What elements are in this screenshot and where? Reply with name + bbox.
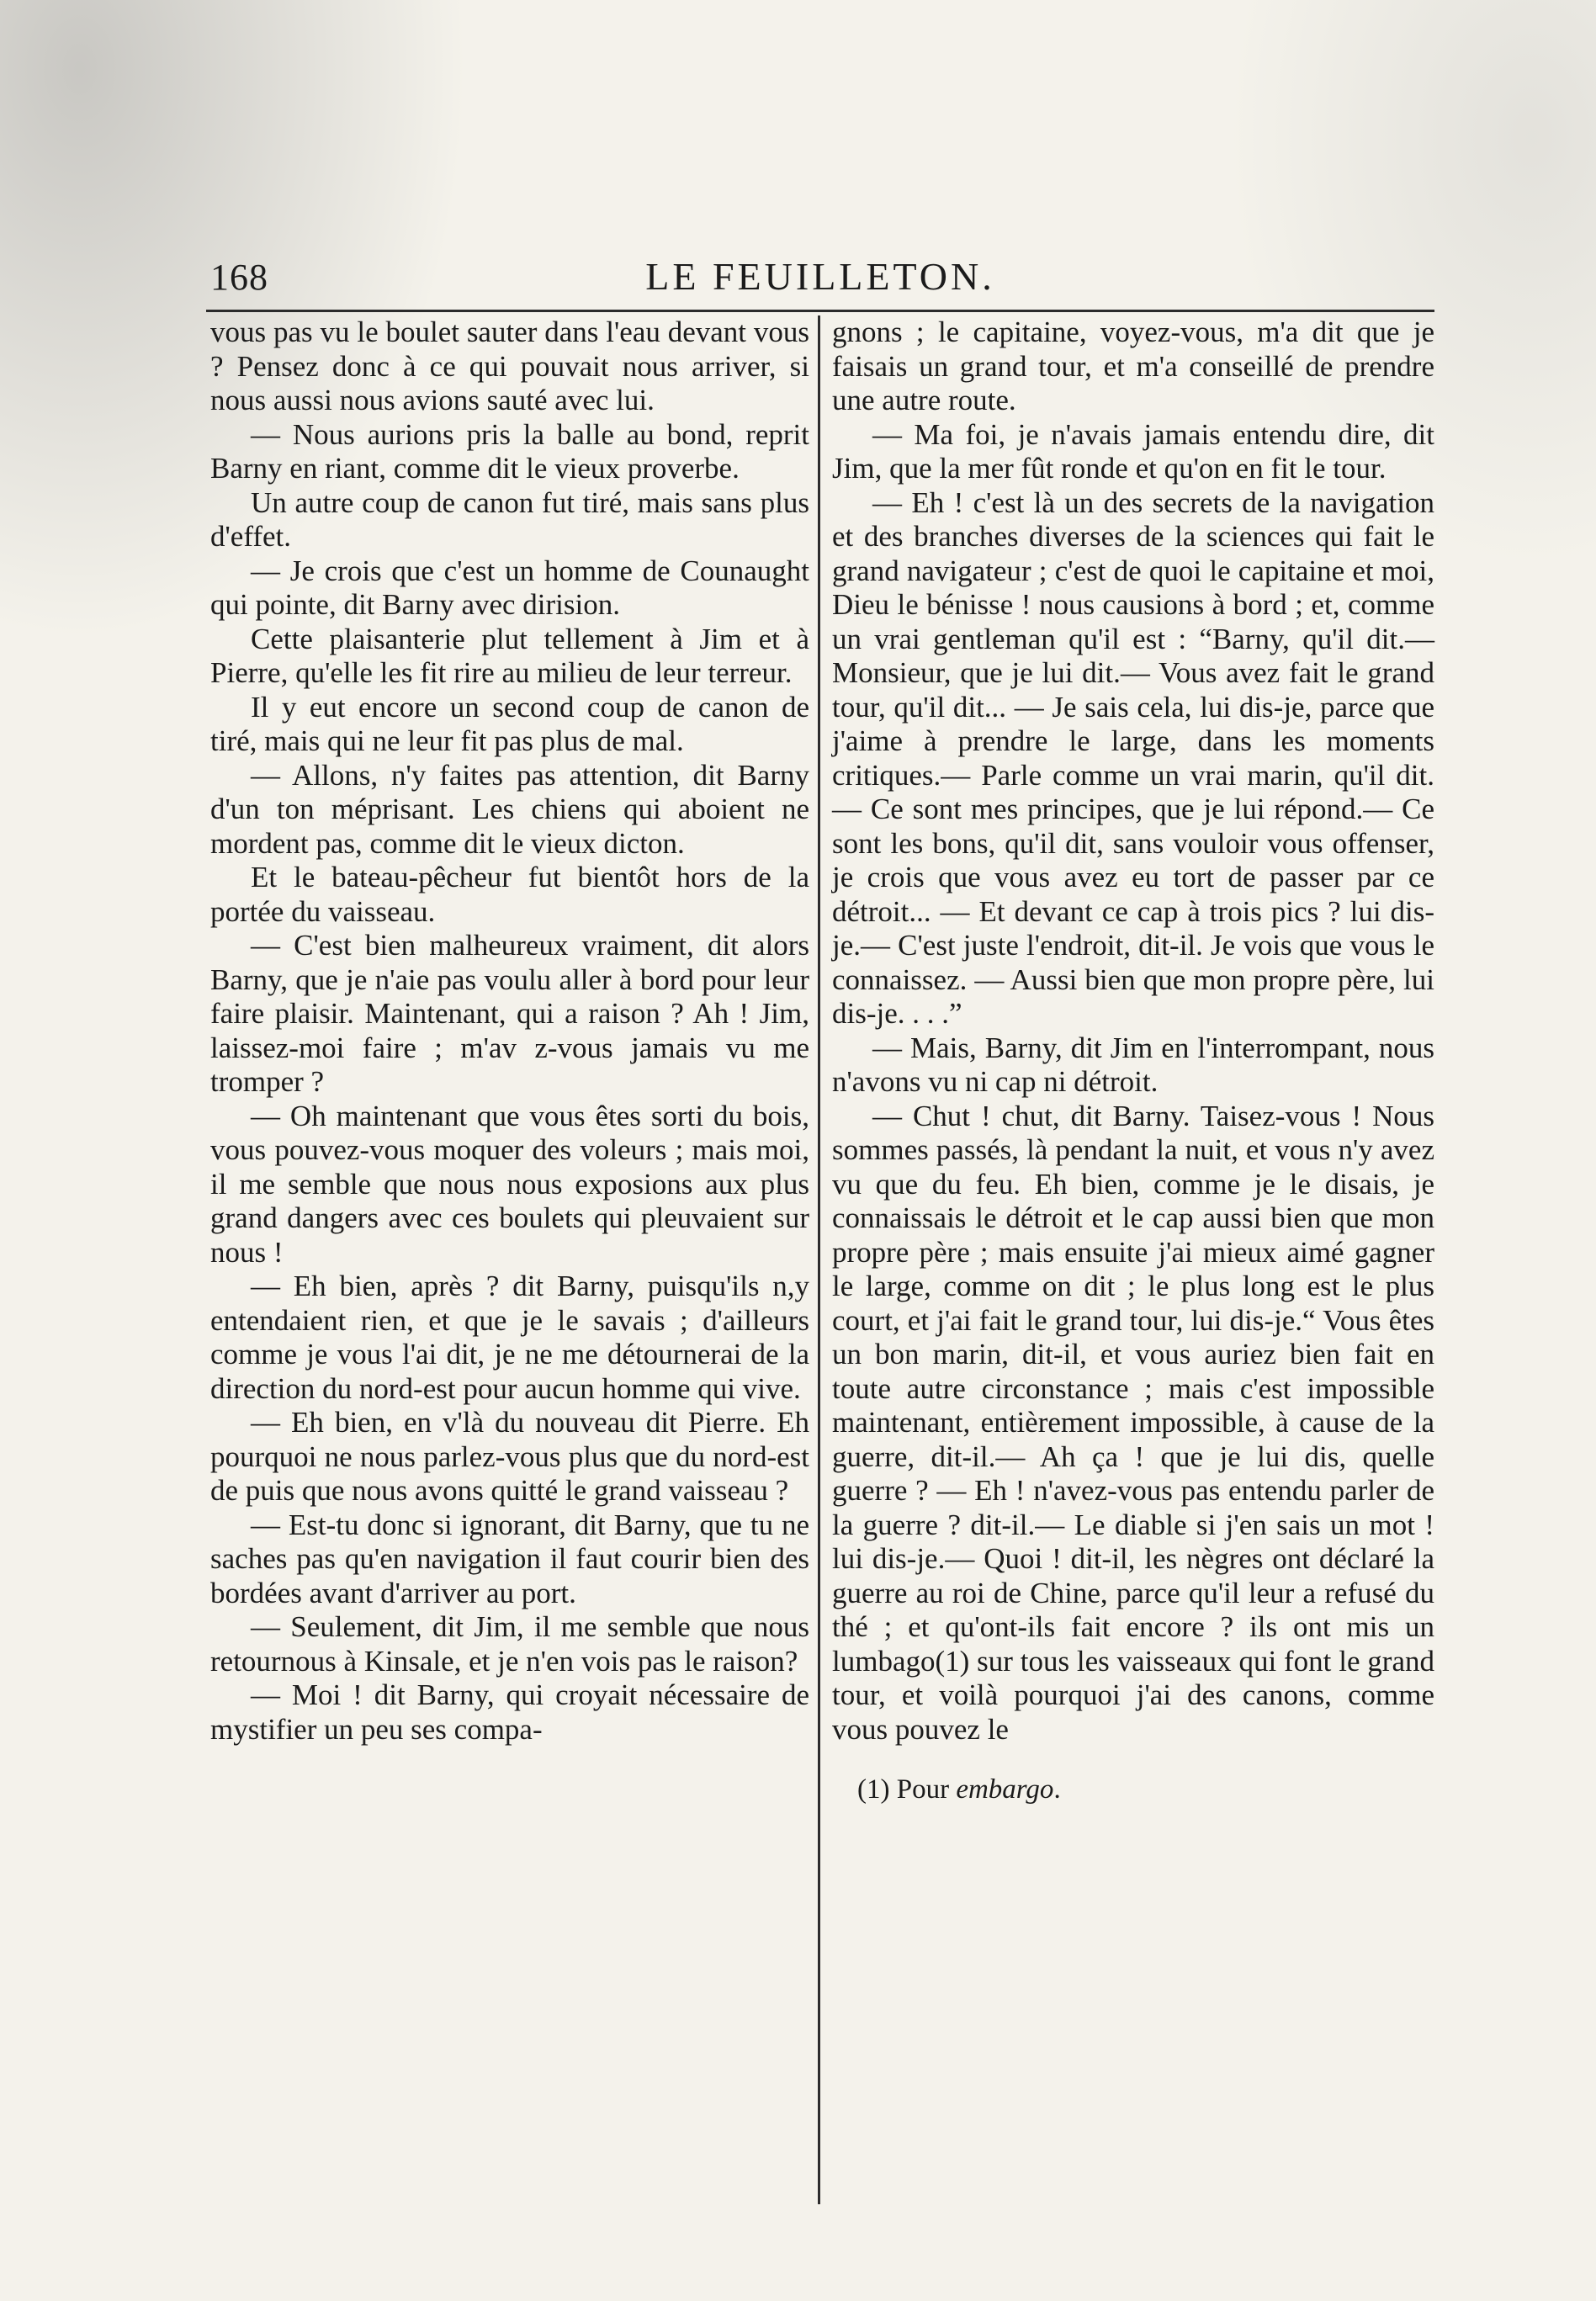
paragraph: Il y eut encore un second coup de canon de tiré, mais qui ne leur fit pas plus de mal. [210, 690, 809, 757]
paragraph: — Moi ! dit Barny, qui croyait nécessaire de mystifier un peu ses compa- [210, 1678, 809, 1746]
footnote-end: . [1053, 1774, 1061, 1805]
left-column [210, 315, 818, 2234]
paragraph: vous pas vu le boulet sauter dans l'eau devant vous ? Pensez donc à ce qui pouvait nous arriver, si nous aussi nous avions sauté avec lui. [210, 315, 809, 416]
paragraph: — Nous aurions pris la balle au bond, reprit Barny en riant, comme dit le vieux proverbe. [210, 417, 809, 485]
paragraph: Un autre coup de canon fut tiré, mais sans plus d'effet. [210, 485, 809, 553]
paragraph: — Chut ! chut, dit Barny. Taisez-vous ! Nous sommes passés, là pendant la nuit, et vous n'y avez vu que du feu. Eh bien, comme je le disais, je connaissais le détroit et le cap aussi bien que mon propre père ; mais ensuite j'ai mieux aimé gagner le large, comme on dit ; le plus long est le plus court, et j'ai fait le grand tour, lui dis-je.“ Vous êtes un bon marin, dit-il, et vous auriez bien fait en toute autre circonstance ; mais c'est impossible maintenant, entièrement impossible, à cause de la guerre, dit-il.— Ah ça ! que je lui dis, quelle guerre ? — Eh ! n'avez-vous pas entendu parler de la guerre ? dit-il.— Le diable si j'en sais un mot ! lui dis-je.— Quoi ! dit-il, les nègres ont déclaré la guerre au roi de Chine, parce qu'il leur a refusé du thé ; et qu'ont-ils fait encore ? ils ont mis un lumbago(1) sur tous les vaisseaux qui font le grand tour, et voilà pourquoi j'ai des canons, comme vous pouvez le [832, 1099, 1434, 1746]
paragraph: gnons ; le capitaine, voyez-vous, m'a dit que je faisais un grand tour, et m'a conseillé de prendre une autre route. [832, 315, 1434, 416]
paragraph: — Eh ! c'est là un des secrets de la navigation et des branches diverses de la sciences qui fait le grand navigateur ; c'est de quoi le capitaine et moi, Dieu le bénisse ! nous causions à bord ; et, comme un vrai gentleman qu'il est : “Barny, qu'il dit.— Monsieur, que je lui dit.— Vous avez fait le grand tour, qu'il dit... — Je sais cela, lui dis-je, parce que j'aime à prendre le large, dans les moments critiques.— Parle comme un vrai marin, qu'il dit.— Ce sont mes principes, que je lui répond.— Ce sont les bons, qu'il dit, sans vouloir vous offenser, je crois que vous avez eu tort de passer par ce détroit... — Et devant ce cap à trois pics ? lui dis-je.— C'est juste l'endroit, dit-il. Je vois que vous le connaissez. — Aussi bien que mon propre père, lui dis-je. . . .” [832, 485, 1434, 1030]
paragraph: — Eh bien, en v'là du nouveau dit Pierre. Eh pourquoi ne nous parlez-vous plus que du nord-est de puis que nous avons quitté le grand vaisseau ? [210, 1406, 809, 1507]
header-rule [206, 310, 1434, 312]
paragraph: — Seulement, dit Jim, il me semble que nous retournous à Kinsale, et je n'en vois pas le raison? [210, 1610, 809, 1678]
paragraph: Et le bateau-pêcheur fut bientôt hors de la portée du vaisseau. [210, 861, 809, 928]
page-header [210, 252, 1430, 303]
paragraph: — Oh maintenant que vous êtes sorti du bois, vous pouvez-vous moquer des voleurs ; mais moi, il me semble que nous nous exposions aux plus grand dangers avec ces boulets qui pleuvaient sur nous ! [210, 1099, 809, 1269]
running-title: LE FEUILLETON. [645, 255, 995, 298]
paragraph: — Allons, n'y faites pas attention, dit Barny d'un ton méprisant. Les chiens qui aboient ne mordent pas, comme dit le vieux dicton. [210, 758, 809, 860]
text-columns [210, 315, 1434, 2234]
footnote [832, 1773, 1434, 1805]
footnote-mark: (1) Pour [857, 1774, 957, 1805]
paragraph: Cette plaisanterie plut tellement à Jim et à Pierre, qu'elle les fit rire au milieu de leur terreur. [210, 622, 809, 689]
paragraph: — Je crois que c'est un homme de Counaught qui pointe, dit Barny avec dirision. [210, 554, 809, 621]
footnote-word: embargo [956, 1774, 1054, 1805]
paragraph: — C'est bien malheureux vraiment, dit alors Barny, que je n'aie pas voulu aller à bord pour leur faire plaisir. Maintenant, qui a raison ? Ah ! Jim, laissez-moi faire ; m'av z-vous jamais vu me tromper ? [210, 929, 809, 1098]
right-column [820, 315, 1434, 2234]
paragraph: — Eh bien, après ? dit Barny, puisqu'ils n,y entendaient rien, et que je le savais ; d'ailleurs comme je vous l'ai dit, je ne me détournerai de la direction du nord-est pour aucun homme qui vive. [210, 1270, 809, 1405]
paragraph: — Mais, Barny, dit Jim en l'interrompant, nous n'avons vu ni cap ni détroit. [832, 1031, 1434, 1098]
paragraph: — Ma foi, je n'avais jamais entendu dire, dit Jim, que la mer fût ronde et qu'on en fit le tour. [832, 417, 1434, 485]
page-number: 168 [210, 257, 268, 298]
paragraph: — Est-tu donc si ignorant, dit Barny, que tu ne saches pas qu'en navigation il faut courir bien des bordées avant d'arriver au port. [210, 1508, 809, 1609]
